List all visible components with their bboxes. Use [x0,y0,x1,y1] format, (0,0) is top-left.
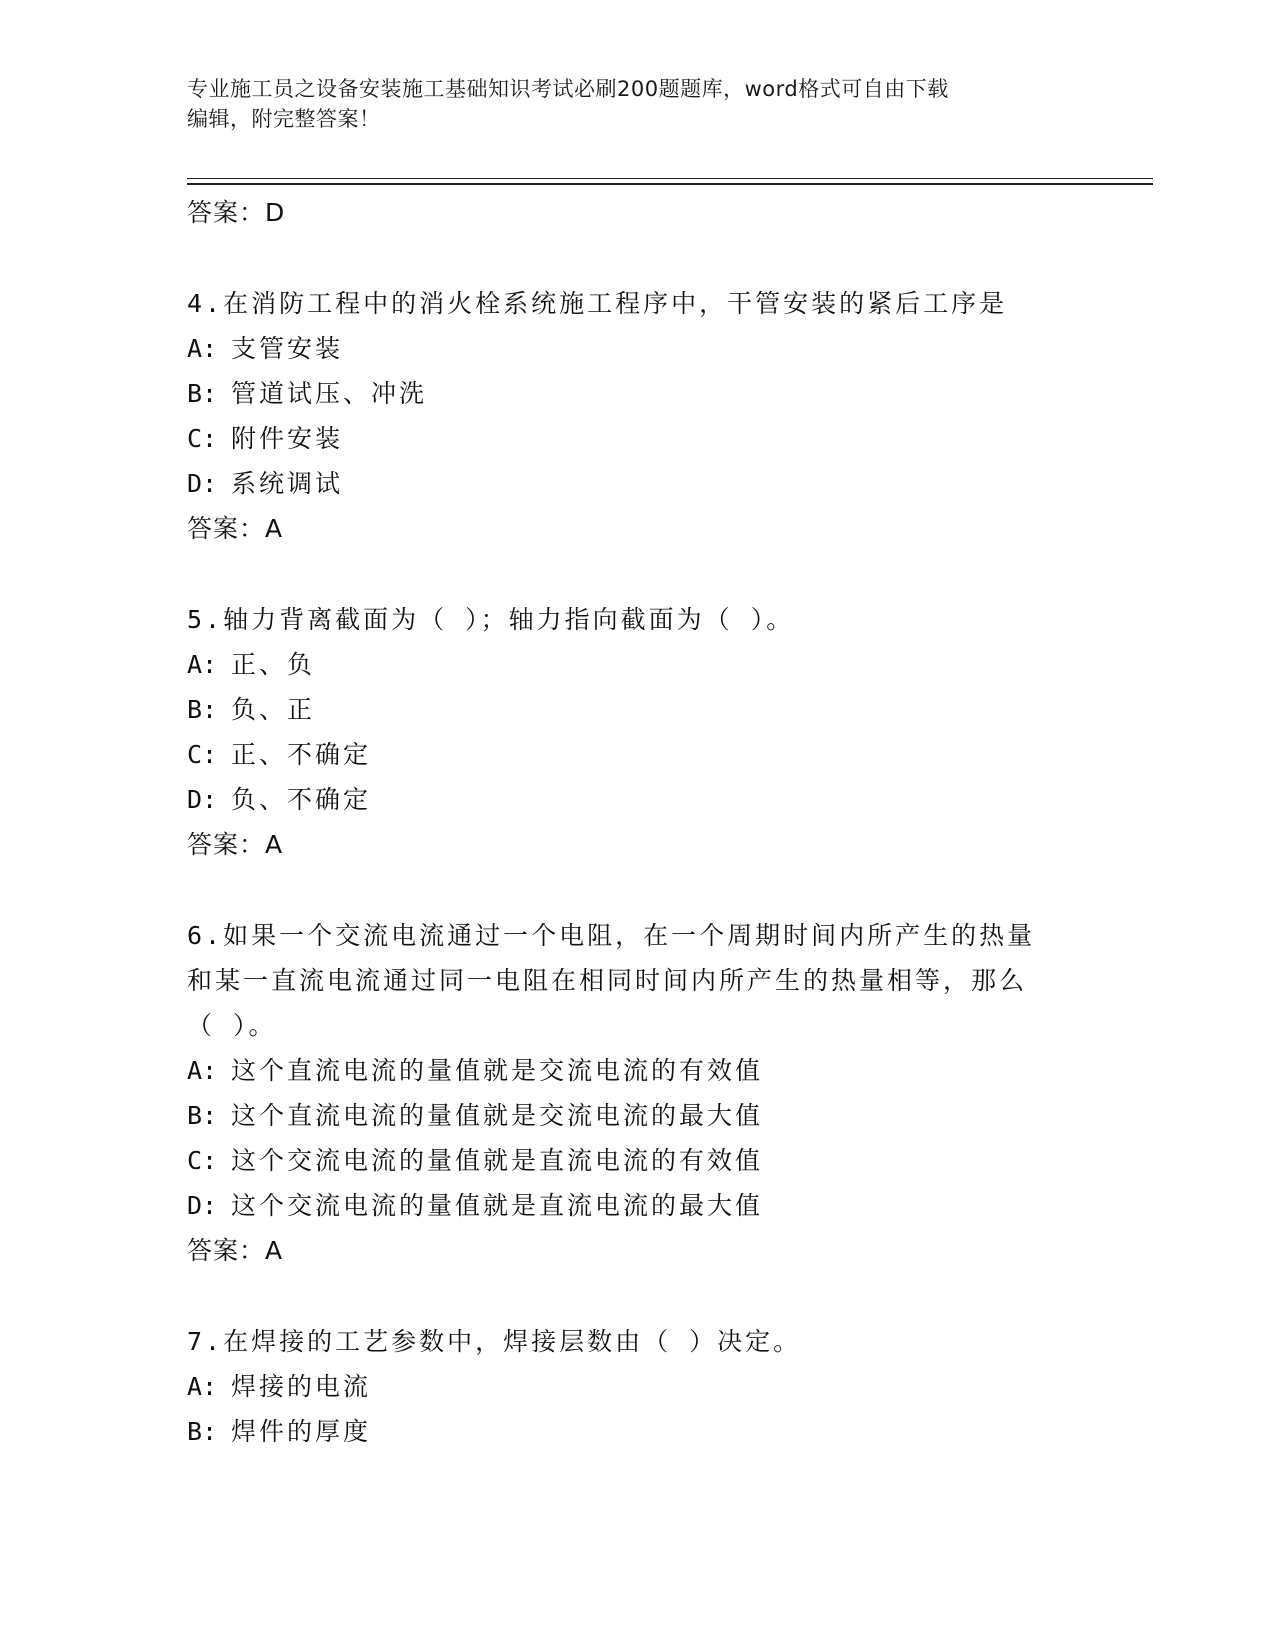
header-divider-bottom [187,183,1153,185]
option-c [187,416,1087,461]
option-a [187,1364,1087,1409]
question-list [187,190,1087,1454]
option-text: 支管安装 [231,334,344,363]
option-text: 管道试压、冲洗 [231,379,428,408]
answer-line: 答案：A [187,830,284,859]
option-letter: B: [187,1417,218,1446]
question-stem-line-3: （ ）。 [187,1011,277,1040]
header-title-line-1: 专业施工员之设备安装施工基础知识考试必刷200题题库，word格式可自由下载 [187,77,949,101]
spacer [187,236,1087,281]
option-letter: D: [187,469,218,498]
question-stem-line-2: 和某一直流电流通过同一电阻在相同时间内所产生的热量相等，那么 [187,966,1028,995]
question-stem: 5.轴力背离截面为（ ）；轴力指向截面为（ ）。 [187,605,795,634]
option-a [187,326,1087,371]
question-block [187,281,1087,552]
option-letter: B: [187,695,218,724]
option-letter: C: [187,424,218,453]
option-text: 负、正 [231,695,316,724]
option-text: 系统调试 [231,469,344,498]
option-text: 这个交流电流的量值就是直流电流的有效值 [231,1146,764,1175]
option-b [187,1409,1087,1454]
spacer [187,552,1087,597]
answer-line: 答案：A [187,514,284,543]
question-block [187,913,1087,1274]
spacer [187,1274,1087,1319]
option-b [187,371,1087,416]
option-d [187,777,1087,822]
option-text: 焊接的电流 [231,1372,372,1401]
option-letter: C: [187,740,218,769]
option-b [187,1093,1087,1138]
option-letter: C: [187,1146,218,1175]
answer-previous: 答案：D [187,198,286,227]
document-header [187,74,1067,134]
question-stem-line-1: 6.如果一个交流电流通过一个电阻，在一个周期时间内所产生的热量 [187,921,1036,950]
spacer [187,868,1087,913]
option-d [187,1183,1087,1228]
option-text: 这个交流电流的量值就是直流电流的最大值 [231,1191,764,1220]
option-a [187,1048,1087,1093]
option-letter: A: [187,650,218,679]
question-stem: 7.在焊接的工艺参数中，焊接层数由（ ）决定。 [187,1327,802,1356]
question-block [187,597,1087,868]
option-text: 负、不确定 [231,785,372,814]
option-text: 正、不确定 [231,740,372,769]
option-letter: D: [187,1191,218,1220]
option-letter: A: [187,1372,218,1401]
option-text: 这个直流电流的量值就是交流电流的最大值 [231,1101,764,1130]
option-text: 正、负 [231,650,316,679]
option-c [187,732,1087,777]
option-letter: B: [187,1101,218,1130]
question-block [187,1319,1087,1454]
option-letter: D: [187,785,218,814]
option-text: 附件安装 [231,424,344,453]
option-letter: A: [187,334,218,363]
option-a [187,642,1087,687]
header-title-line-2: 编辑，附完整答案！ [187,107,381,131]
option-d [187,461,1087,506]
header-divider-top [187,178,1153,179]
option-b [187,687,1087,732]
option-letter: B: [187,379,218,408]
option-letter: A: [187,1056,218,1085]
answer-line: 答案：A [187,1236,284,1265]
option-text: 这个直流电流的量值就是交流电流的有效值 [231,1056,764,1085]
question-stem: 4.在消防工程中的消火栓系统施工程序中，干管安装的紧后工序是 [187,289,1008,318]
option-text: 焊件的厚度 [231,1417,372,1446]
option-c [187,1138,1087,1183]
